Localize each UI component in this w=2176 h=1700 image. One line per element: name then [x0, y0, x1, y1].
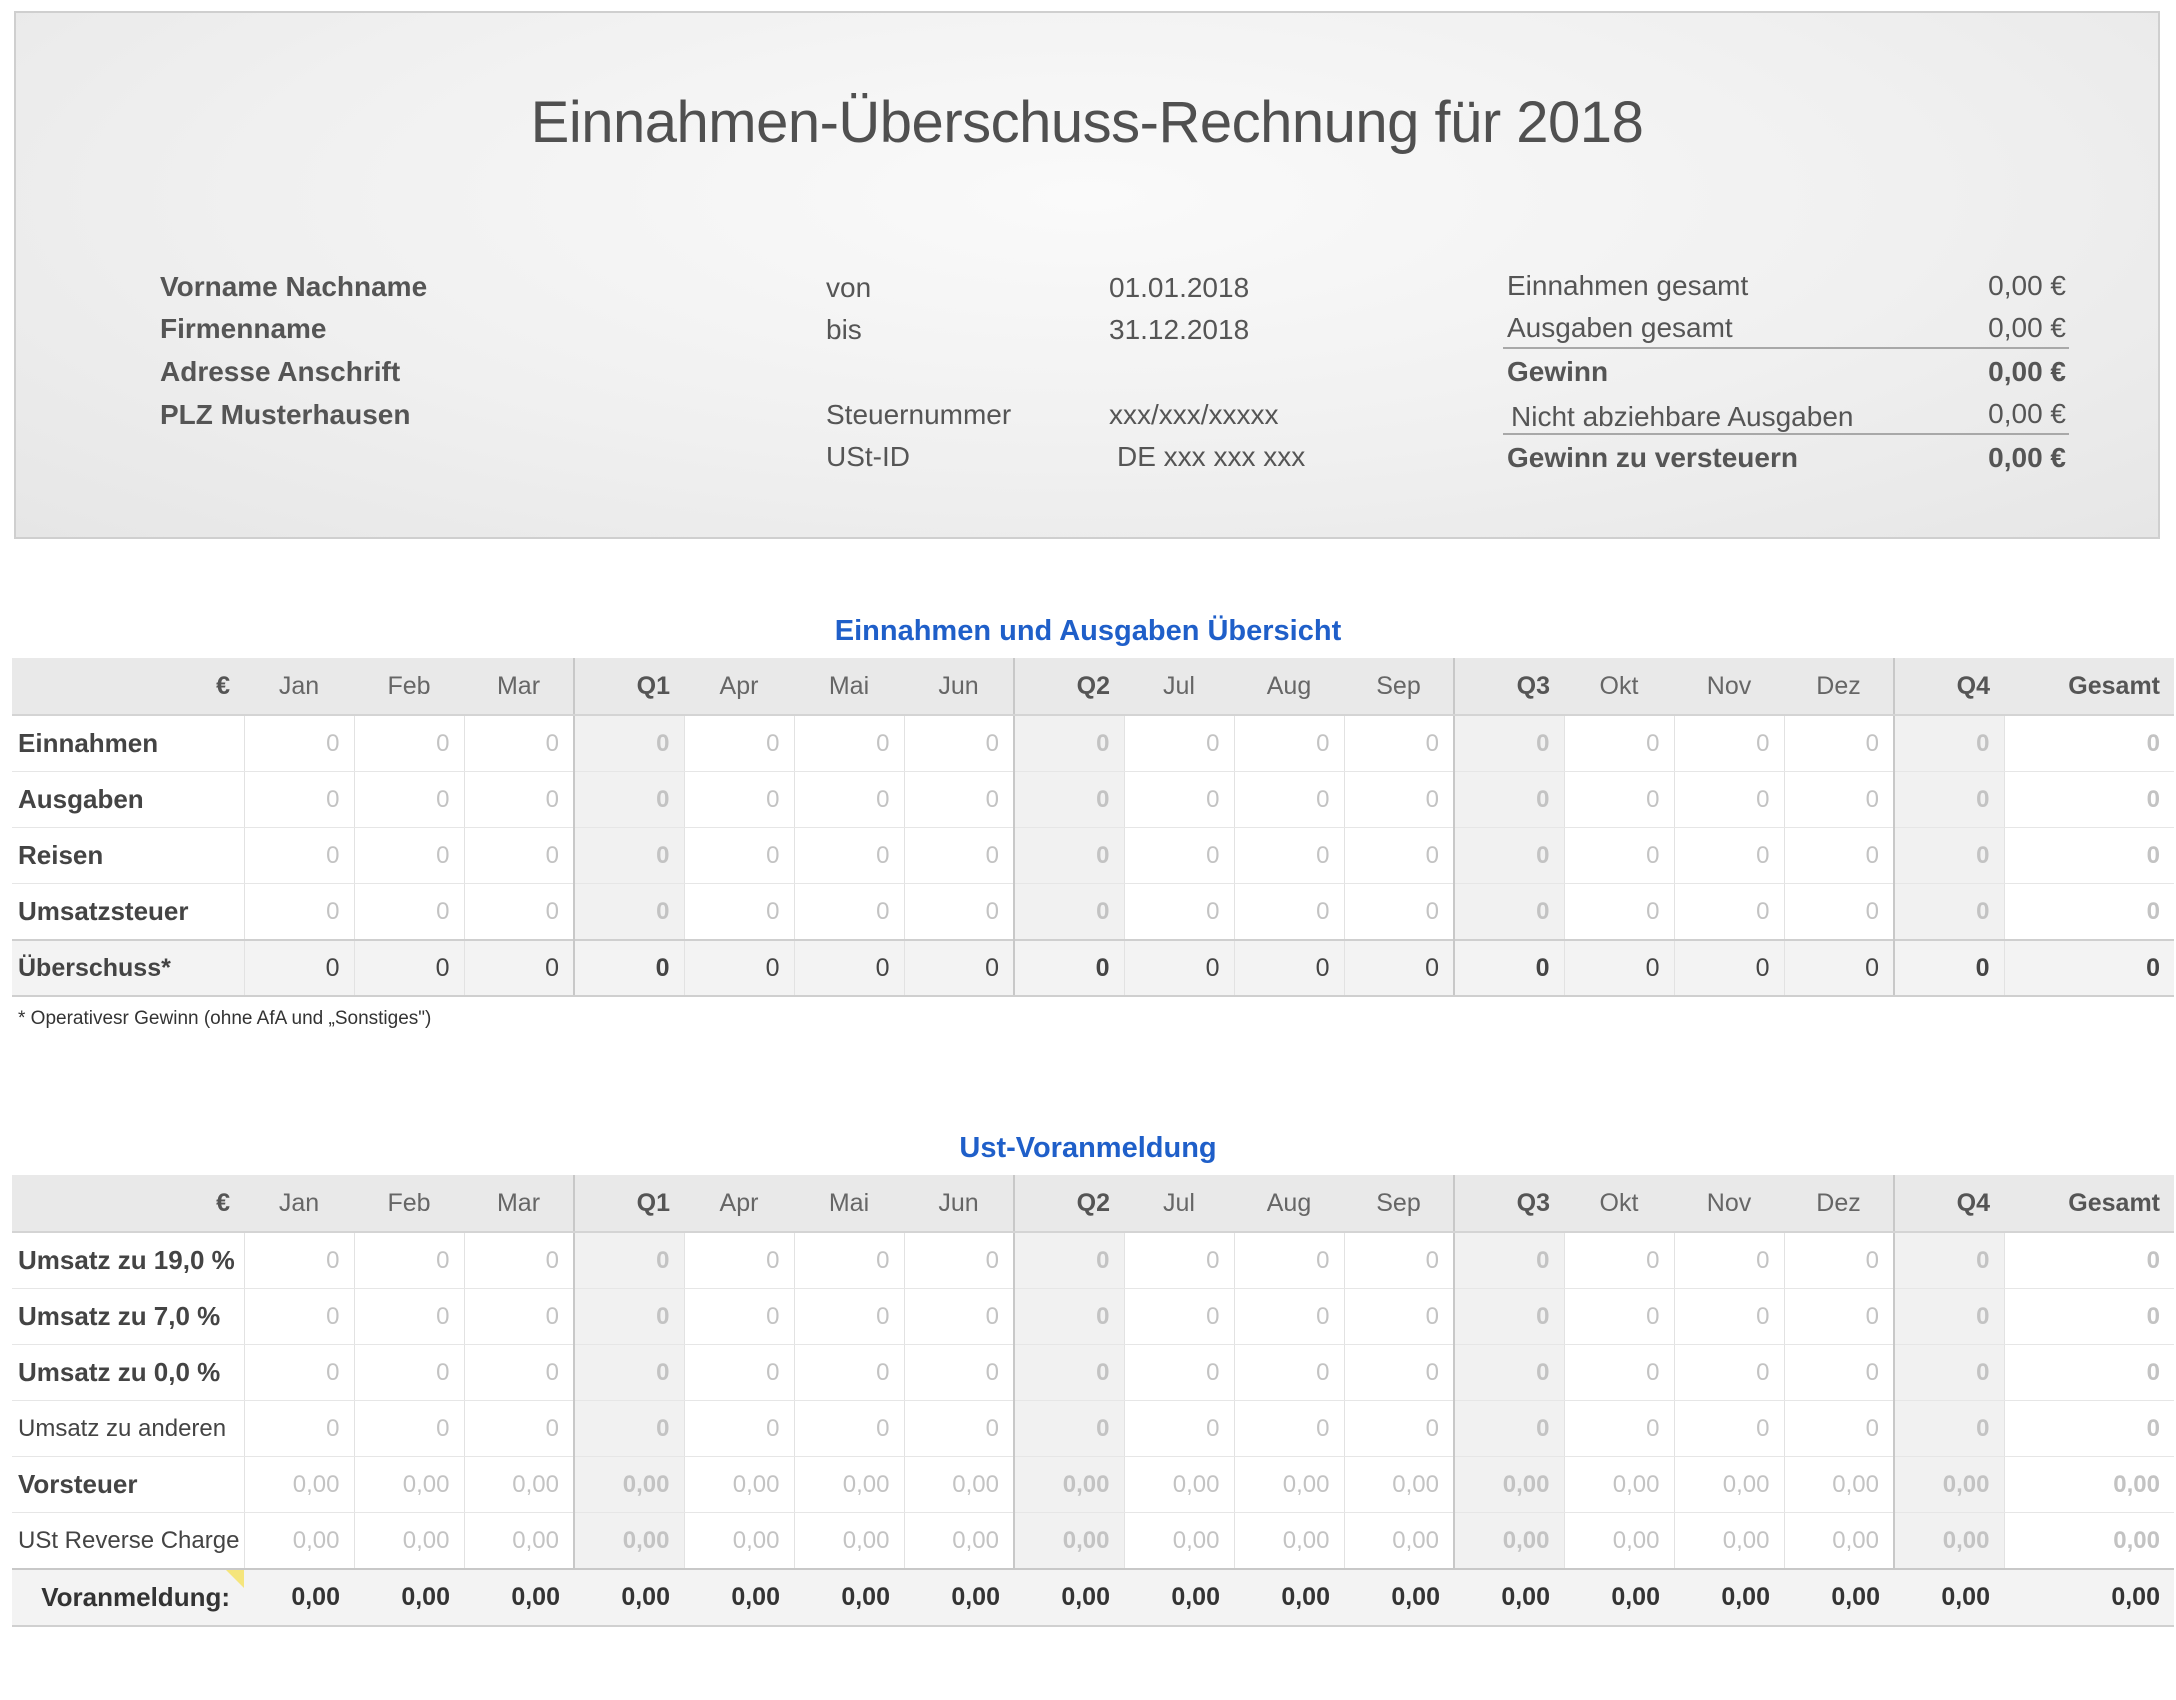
- total-cell: 0,00: [794, 1569, 904, 1626]
- quarter-cell: 0: [1894, 1289, 2004, 1345]
- quarter-cell: 0,00: [1454, 1513, 1564, 1570]
- summary-divider: [1503, 347, 2069, 349]
- quarter-cell: 0: [1894, 772, 2004, 828]
- value-cell[interactable]: 0: [244, 772, 354, 828]
- value-cell[interactable]: 0: [794, 715, 904, 772]
- period-to-label: bis: [826, 314, 862, 345]
- value-cell[interactable]: 0: [464, 1232, 574, 1289]
- value-cell: 0: [1564, 940, 1674, 996]
- vat-section-title: Ust-Voranmeldung: [959, 1132, 1217, 1164]
- value-cell[interactable]: 0,00: [464, 1457, 574, 1513]
- value-cell[interactable]: 0: [1344, 1232, 1454, 1289]
- value-cell[interactable]: 0,00: [1234, 1457, 1344, 1513]
- address-line-company: Firmenname: [160, 313, 327, 344]
- col-header: Jul: [1124, 658, 1234, 715]
- summary-expenses-value: 0,00 €: [1988, 312, 2066, 343]
- value-cell[interactable]: 0: [244, 884, 354, 941]
- col-header: Jan: [244, 1175, 354, 1232]
- value-cell[interactable]: 0: [354, 715, 464, 772]
- total-cell: 0: [2004, 884, 2174, 941]
- value-cell[interactable]: 0: [1344, 1289, 1454, 1345]
- quarter-cell: 0: [1454, 1289, 1564, 1345]
- value-cell[interactable]: 0: [354, 1232, 464, 1289]
- value-cell[interactable]: 0: [684, 1232, 794, 1289]
- quarter-cell: 0: [1894, 940, 2004, 996]
- quarter-cell: 0: [1894, 1345, 2004, 1401]
- total-cell: 0,00: [2004, 1513, 2174, 1570]
- row-label: Umsatz zu 7,0 %: [12, 1289, 244, 1345]
- col-header: Okt: [1564, 658, 1674, 715]
- value-cell[interactable]: 0: [794, 772, 904, 828]
- col-header: Mar: [464, 658, 574, 715]
- value-cell[interactable]: 0: [464, 772, 574, 828]
- total-cell: 0: [2004, 1232, 2174, 1289]
- total-cell: 0,00: [464, 1569, 574, 1626]
- total-cell: 0: [2004, 772, 2174, 828]
- tax-number-label: Steuernummer: [826, 399, 1012, 430]
- value-cell[interactable]: 0: [1234, 1232, 1344, 1289]
- value-cell[interactable]: 0,00: [1784, 1513, 1894, 1570]
- overview-table: [12, 658, 2174, 997]
- value-cell[interactable]: 0: [244, 828, 354, 884]
- value-cell[interactable]: 0: [1674, 1345, 1784, 1401]
- overview-header-row: [12, 658, 2174, 715]
- page-title: Einnahmen-Überschuss-Rechnung für 2018: [530, 90, 1644, 155]
- value-cell: 0: [354, 940, 464, 996]
- total-cell: 0: [2004, 1345, 2174, 1401]
- comment-marker-icon[interactable]: [226, 1570, 244, 1588]
- col-header: Feb: [354, 658, 464, 715]
- value-cell[interactable]: 0: [1234, 1401, 1344, 1457]
- value-cell[interactable]: 0: [354, 1345, 464, 1401]
- value-cell[interactable]: 0: [1564, 772, 1674, 828]
- period-to-value[interactable]: 31.12.2018: [1109, 314, 1250, 345]
- value-cell[interactable]: 0: [1234, 715, 1344, 772]
- value-cell[interactable]: 0,00: [1344, 1457, 1454, 1513]
- quarter-cell: 0: [574, 715, 684, 772]
- total-cell: 0: [2004, 940, 2174, 996]
- value-cell[interactable]: 0: [464, 1345, 574, 1401]
- total-cell: 0,00: [1344, 1569, 1454, 1626]
- row-label: Überschuss*: [12, 940, 244, 996]
- value-cell[interactable]: 0: [904, 884, 1014, 941]
- value-cell[interactable]: 0: [794, 828, 904, 884]
- quarter-cell: 0: [1894, 715, 2004, 772]
- table-row: [12, 1289, 2174, 1345]
- value-cell[interactable]: 0: [1234, 772, 1344, 828]
- quarter-header: Q2: [1014, 1175, 1124, 1232]
- total-cell: 0,00: [1784, 1569, 1894, 1626]
- value-cell[interactable]: 0: [1564, 715, 1674, 772]
- table-row: [12, 1401, 2174, 1457]
- col-header: Aug: [1234, 1175, 1344, 1232]
- quarter-cell: 0: [1014, 1289, 1124, 1345]
- row-label: USt Reverse Charge: [12, 1513, 244, 1570]
- table-row: [12, 1457, 2174, 1513]
- quarter-header: Q4: [1894, 658, 2004, 715]
- row-label: Umsatz zu 19,0 %: [12, 1232, 244, 1289]
- currency-header: €: [12, 1175, 244, 1232]
- value-cell[interactable]: 0,00: [244, 1513, 354, 1570]
- value-cell[interactable]: 0: [1124, 715, 1234, 772]
- col-header: Sep: [1344, 658, 1454, 715]
- quarter-cell: 0,00: [574, 1513, 684, 1570]
- quarter-cell: 0: [1454, 828, 1564, 884]
- summary-profit-value: 0,00 €: [1988, 356, 2066, 387]
- value-cell[interactable]: 0,00: [1124, 1457, 1234, 1513]
- col-header: Mai: [794, 1175, 904, 1232]
- value-cell[interactable]: 0: [794, 1289, 904, 1345]
- quarter-cell: 0: [574, 1345, 684, 1401]
- col-header: Apr: [684, 658, 794, 715]
- value-cell[interactable]: 0,00: [1124, 1513, 1234, 1570]
- value-cell: 0: [904, 940, 1014, 996]
- overview-section-title: Einnahmen und Ausgaben Übersicht: [834, 615, 1342, 647]
- value-cell[interactable]: 0: [244, 1289, 354, 1345]
- row-label: Umsatz zu anderen: [12, 1401, 244, 1457]
- col-header: Jun: [904, 658, 1014, 715]
- table-row: [12, 884, 2174, 941]
- value-cell[interactable]: 0,00: [354, 1457, 464, 1513]
- value-cell: 0: [1234, 940, 1344, 996]
- row-label: Einnahmen: [12, 715, 244, 772]
- total-cell: 0,00: [1674, 1569, 1784, 1626]
- quarter-cell: 0: [574, 884, 684, 941]
- value-cell[interactable]: 0: [1234, 1345, 1344, 1401]
- value-cell[interactable]: 0: [354, 1401, 464, 1457]
- value-cell[interactable]: 0: [1344, 884, 1454, 941]
- value-cell[interactable]: 0: [1674, 772, 1784, 828]
- value-cell[interactable]: 0: [1124, 772, 1234, 828]
- table-row: [12, 828, 2174, 884]
- value-cell[interactable]: 0: [244, 715, 354, 772]
- total-cell: 0,00: [1564, 1569, 1674, 1626]
- total-cell: 0,00: [574, 1569, 684, 1626]
- col-header: Dez: [1784, 1175, 1894, 1232]
- total-cell: 0: [2004, 828, 2174, 884]
- value-cell[interactable]: 0: [1784, 1401, 1894, 1457]
- value-cell[interactable]: 0: [1674, 884, 1784, 941]
- value-cell[interactable]: 0: [904, 1401, 1014, 1457]
- value-cell[interactable]: 0,00: [1344, 1513, 1454, 1570]
- quarter-cell: 0: [1014, 884, 1124, 941]
- summary-income-value: 0,00 €: [1988, 270, 2066, 301]
- value-cell[interactable]: 0: [354, 828, 464, 884]
- value-cell[interactable]: 0: [1234, 884, 1344, 941]
- value-cell[interactable]: 0: [1784, 772, 1894, 828]
- value-cell[interactable]: 0: [1784, 1345, 1894, 1401]
- quarter-cell: 0,00: [1894, 1513, 2004, 1570]
- value-cell[interactable]: 0,00: [354, 1513, 464, 1570]
- address-line-name: Vorname Nachname: [160, 271, 428, 302]
- value-cell[interactable]: 0: [904, 1232, 1014, 1289]
- value-cell[interactable]: 0,00: [794, 1457, 904, 1513]
- value-cell[interactable]: 0: [1564, 1345, 1674, 1401]
- value-cell[interactable]: 0: [1784, 715, 1894, 772]
- currency-header: €: [12, 658, 244, 715]
- total-label-text: Voranmeldung:: [41, 1582, 230, 1612]
- table-row: [12, 1513, 2174, 1570]
- summary-nondeductible-value: 0,00 €: [1988, 398, 2066, 429]
- value-cell[interactable]: 0: [464, 1401, 574, 1457]
- value-cell[interactable]: 0: [1784, 828, 1894, 884]
- value-cell[interactable]: 0,00: [1674, 1457, 1784, 1513]
- total-cell: 0,00: [354, 1569, 464, 1626]
- value-cell[interactable]: 0,00: [1674, 1513, 1784, 1570]
- value-cell[interactable]: 0: [1234, 828, 1344, 884]
- summary-profit-label: Gewinn: [1507, 356, 1609, 387]
- value-cell[interactable]: 0: [1784, 1289, 1894, 1345]
- quarter-cell: 0: [1014, 1345, 1124, 1401]
- quarter-cell: 0: [1454, 772, 1564, 828]
- col-header: Okt: [1564, 1175, 1674, 1232]
- vat-id-value[interactable]: DE xxx xxx xxx: [1117, 441, 1306, 472]
- value-cell[interactable]: 0: [354, 772, 464, 828]
- tax-number-value[interactable]: xxx/xxx/xxxxx: [1109, 399, 1279, 430]
- summary-taxable-profit-value: 0,00 €: [1988, 442, 2066, 473]
- table-row: [12, 1345, 2174, 1401]
- value-cell[interactable]: 0: [1564, 1401, 1674, 1457]
- quarter-cell: 0: [1454, 884, 1564, 941]
- value-cell[interactable]: 0: [1674, 828, 1784, 884]
- value-cell[interactable]: 0: [1124, 884, 1234, 941]
- value-cell: 0: [1124, 940, 1234, 996]
- quarter-cell: 0,00: [574, 1457, 684, 1513]
- value-cell[interactable]: 0,00: [1234, 1513, 1344, 1570]
- summary-nondeductible-label: Nicht abziehbare Ausgaben: [1511, 401, 1854, 432]
- value-cell[interactable]: 0,00: [904, 1457, 1014, 1513]
- footnote: * Operativesr Gewinn (ohne AfA und „Sonstiges"): [18, 1008, 432, 1029]
- value-cell[interactable]: 0: [1344, 772, 1454, 828]
- col-header: Nov: [1674, 1175, 1784, 1232]
- quarter-cell: 0: [574, 828, 684, 884]
- total-cell: 0,00: [244, 1569, 354, 1626]
- col-header: Dez: [1784, 658, 1894, 715]
- vat-table: [12, 1175, 2174, 1627]
- quarter-header: Q4: [1894, 1175, 2004, 1232]
- value-cell[interactable]: 0: [464, 1289, 574, 1345]
- value-cell[interactable]: 0: [1784, 1232, 1894, 1289]
- value-cell[interactable]: 0: [794, 1401, 904, 1457]
- value-cell[interactable]: 0: [464, 715, 574, 772]
- summary-divider: [1503, 433, 2069, 435]
- value-cell[interactable]: 0: [684, 772, 794, 828]
- total-cell: 0,00: [904, 1569, 1014, 1626]
- value-cell[interactable]: 0,00: [684, 1457, 794, 1513]
- value-cell[interactable]: 0: [1564, 1289, 1674, 1345]
- value-cell[interactable]: 0,00: [904, 1513, 1014, 1570]
- quarter-header: Q1: [574, 658, 684, 715]
- value-cell[interactable]: 0: [684, 715, 794, 772]
- col-header: Jul: [1124, 1175, 1234, 1232]
- address-line-street: Adresse Anschrift: [160, 356, 401, 387]
- total-header: Gesamt: [2004, 1175, 2174, 1232]
- quarter-header: Q3: [1454, 658, 1564, 715]
- value-cell[interactable]: 0: [354, 884, 464, 941]
- value-cell[interactable]: 0: [1674, 1401, 1784, 1457]
- value-cell[interactable]: 0: [464, 884, 574, 941]
- value-cell[interactable]: 0,00: [794, 1513, 904, 1570]
- quarter-cell: 0,00: [1014, 1513, 1124, 1570]
- value-cell[interactable]: 0,00: [684, 1513, 794, 1570]
- col-header: Aug: [1234, 658, 1344, 715]
- value-cell[interactable]: 0: [904, 828, 1014, 884]
- value-cell[interactable]: 0: [464, 828, 574, 884]
- quarter-cell: 0: [574, 772, 684, 828]
- total-row: [12, 1569, 2174, 1626]
- quarter-cell: 0: [1894, 884, 2004, 941]
- value-cell[interactable]: 0: [1124, 1345, 1234, 1401]
- quarter-cell: 0: [1014, 940, 1124, 996]
- value-cell[interactable]: 0: [244, 1345, 354, 1401]
- total-row-label: [12, 1569, 244, 1626]
- value-cell[interactable]: 0: [684, 1289, 794, 1345]
- col-header: Mai: [794, 658, 904, 715]
- value-cell: 0: [464, 940, 574, 996]
- row-label: Umsatz zu 0,0 %: [12, 1345, 244, 1401]
- value-cell[interactable]: 0: [1564, 1232, 1674, 1289]
- row-label: Reisen: [12, 828, 244, 884]
- value-cell[interactable]: 0: [684, 1345, 794, 1401]
- col-header: Jun: [904, 1175, 1014, 1232]
- value-cell[interactable]: 0: [684, 1401, 794, 1457]
- quarter-cell: 0,00: [1894, 1457, 2004, 1513]
- col-header: Apr: [684, 1175, 794, 1232]
- quarter-cell: 0: [1014, 772, 1124, 828]
- col-header: Mar: [464, 1175, 574, 1232]
- value-cell[interactable]: 0: [1784, 884, 1894, 941]
- row-label: Vorsteuer: [12, 1457, 244, 1513]
- period-from-label: von: [826, 272, 872, 303]
- quarter-cell: 0: [1894, 828, 2004, 884]
- value-cell[interactable]: 0,00: [1784, 1457, 1894, 1513]
- quarter-cell: 0: [1454, 940, 1564, 996]
- address-line-city: PLZ Musterhausen: [160, 399, 411, 430]
- quarter-header: Q3: [1454, 1175, 1564, 1232]
- quarter-cell: 0: [1894, 1232, 2004, 1289]
- summary-taxable-profit-label: Gewinn zu versteuern: [1507, 442, 1798, 473]
- value-cell[interactable]: 0: [794, 1232, 904, 1289]
- value-cell[interactable]: 0: [1124, 1401, 1234, 1457]
- quarter-cell: 0: [574, 1401, 684, 1457]
- quarter-cell: 0: [574, 1289, 684, 1345]
- table-row: [12, 1232, 2174, 1289]
- value-cell[interactable]: 0: [684, 828, 794, 884]
- value-cell[interactable]: 0: [1674, 1289, 1784, 1345]
- table-row: [12, 715, 2174, 772]
- summary-income-label: Einnahmen gesamt: [1507, 270, 1749, 301]
- value-cell: 0: [1344, 940, 1454, 996]
- total-cell: 0,00: [1124, 1569, 1234, 1626]
- value-cell[interactable]: 0: [904, 772, 1014, 828]
- value-cell[interactable]: 0,00: [1564, 1457, 1674, 1513]
- value-cell[interactable]: 0: [1564, 828, 1674, 884]
- vat-header-row: [12, 1175, 2174, 1232]
- quarter-cell: 0: [1454, 715, 1564, 772]
- value-cell[interactable]: 0: [1124, 1289, 1234, 1345]
- col-header: Jan: [244, 658, 354, 715]
- quarter-cell: 0: [1014, 1232, 1124, 1289]
- quarter-cell: 0,00: [1014, 1457, 1124, 1513]
- period-from-value[interactable]: 01.01.2018: [1109, 272, 1250, 303]
- quarter-header: Q2: [1014, 658, 1124, 715]
- value-cell[interactable]: 0: [1234, 1289, 1344, 1345]
- value-cell[interactable]: 0: [794, 884, 904, 941]
- quarter-cell: 0: [1454, 1232, 1564, 1289]
- value-cell[interactable]: 0: [904, 1289, 1014, 1345]
- total-cell: 0,00: [1894, 1569, 2004, 1626]
- value-cell: 0: [684, 940, 794, 996]
- total-cell: 0: [2004, 715, 2174, 772]
- col-header: Nov: [1674, 658, 1784, 715]
- quarter-cell: 0: [1014, 1401, 1124, 1457]
- value-cell: 0: [1674, 940, 1784, 996]
- value-cell[interactable]: 0: [1674, 715, 1784, 772]
- table-row: [12, 772, 2174, 828]
- total-cell: 0,00: [1234, 1569, 1344, 1626]
- table-row: [12, 940, 2174, 996]
- value-cell[interactable]: 0: [1344, 828, 1454, 884]
- value-cell[interactable]: 0: [794, 1345, 904, 1401]
- value-cell[interactable]: 0: [904, 1345, 1014, 1401]
- value-cell[interactable]: 0: [1564, 884, 1674, 941]
- value-cell[interactable]: 0: [904, 715, 1014, 772]
- value-cell[interactable]: 0,00: [244, 1457, 354, 1513]
- summary-expenses-label: Ausgaben gesamt: [1507, 312, 1733, 343]
- quarter-cell: 0: [1014, 715, 1124, 772]
- quarter-cell: 0: [1454, 1345, 1564, 1401]
- total-cell: 0,00: [1454, 1569, 1564, 1626]
- quarter-cell: 0: [1454, 1401, 1564, 1457]
- total-cell: 0,00: [1014, 1569, 1124, 1626]
- value-cell[interactable]: 0: [1344, 1401, 1454, 1457]
- total-cell: 0: [2004, 1401, 2174, 1457]
- quarter-cell: 0: [1014, 828, 1124, 884]
- row-label: Umsatzsteuer: [12, 884, 244, 941]
- quarter-cell: 0: [574, 940, 684, 996]
- total-cell: 0,00: [684, 1569, 794, 1626]
- value-cell: 0: [244, 940, 354, 996]
- total-cell: 0: [2004, 1289, 2174, 1345]
- value-cell: 0: [794, 940, 904, 996]
- value-cell[interactable]: 0: [1344, 715, 1454, 772]
- col-header: Sep: [1344, 1175, 1454, 1232]
- value-cell[interactable]: 0: [354, 1289, 464, 1345]
- value-cell: 0: [1784, 940, 1894, 996]
- value-cell[interactable]: 0: [1344, 1345, 1454, 1401]
- value-cell[interactable]: 0: [244, 1232, 354, 1289]
- value-cell[interactable]: 0: [244, 1401, 354, 1457]
- row-label: Ausgaben: [12, 772, 244, 828]
- total-cell: 0,00: [2004, 1457, 2174, 1513]
- vat-id-label: USt-ID: [826, 441, 910, 472]
- value-cell[interactable]: 0: [1674, 1232, 1784, 1289]
- value-cell[interactable]: 0: [684, 884, 794, 941]
- quarter-cell: 0: [1894, 1401, 2004, 1457]
- quarter-cell: 0: [574, 1232, 684, 1289]
- quarter-header: Q1: [574, 1175, 684, 1232]
- value-cell[interactable]: 0: [1124, 828, 1234, 884]
- value-cell[interactable]: 0: [1124, 1232, 1234, 1289]
- total-header: Gesamt: [2004, 658, 2174, 715]
- header-panel: [14, 11, 2160, 539]
- total-cell: 0,00: [2004, 1569, 2174, 1626]
- col-header: Feb: [354, 1175, 464, 1232]
- value-cell[interactable]: 0,00: [464, 1513, 574, 1570]
- quarter-cell: 0,00: [1454, 1457, 1564, 1513]
- value-cell[interactable]: 0,00: [1564, 1513, 1674, 1570]
